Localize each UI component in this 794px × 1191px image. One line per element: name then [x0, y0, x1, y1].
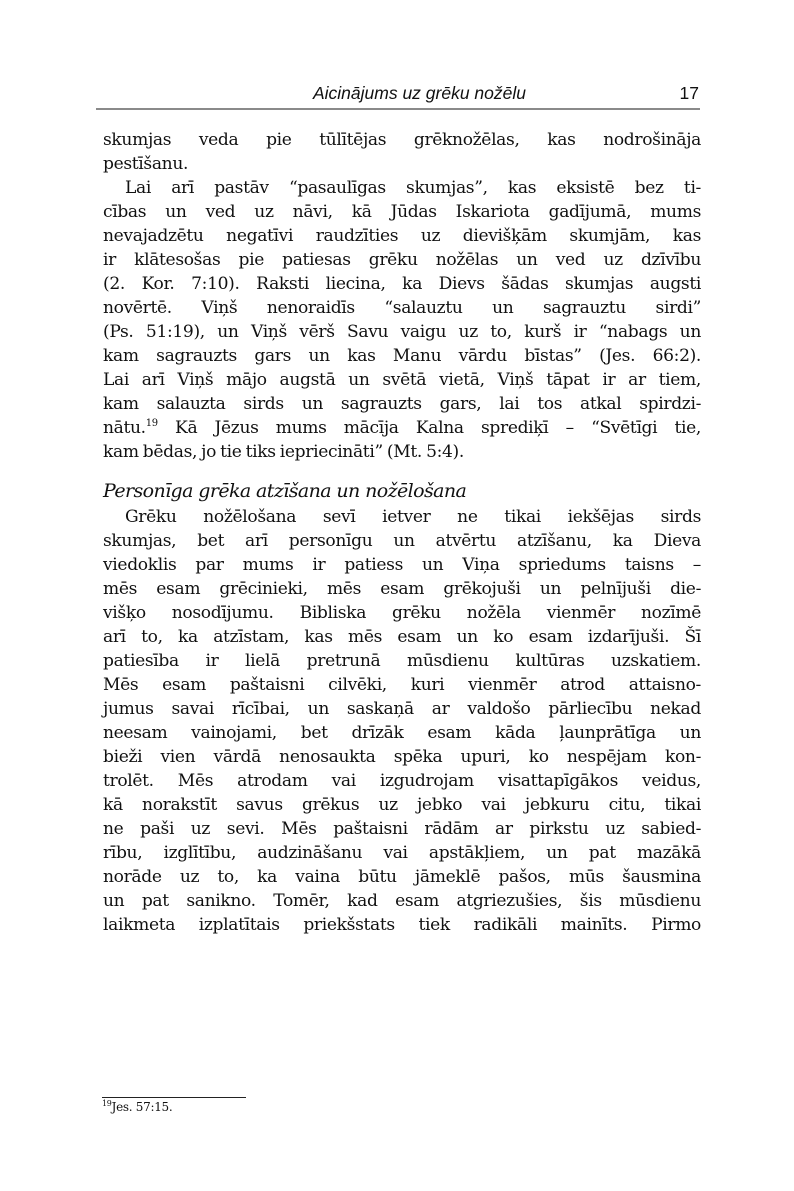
text-line: kam salauzta sirds un sagrauzts gars, lai tos atkal spirdzi-: [103, 394, 701, 414]
page-header: [96, 82, 700, 110]
text-line: jumus savai rīcībai, un saskaņā ar valdošo pārliecību nekad: [103, 699, 701, 719]
text-line: neesam vainojami, bet drīzāk esam kāda ļaunprātīga un: [103, 723, 701, 743]
text-line: kam bēdas, jo tie tiks iepriecināti” (Mt. 5:4).: [103, 442, 464, 462]
text-line: trolēt. Mēs atrodam vai izgudrojam visattapīgākos veidus,: [103, 771, 701, 791]
text-line: novērtē. Viņš nenoraidīs “salauztu un sagrauztu sirdi”: [103, 298, 701, 318]
text-line: Mēs esam paštaisni cilvēki, kuri vienmēr atrod attaisno-: [103, 675, 701, 695]
text-line: arī to, ka atzīstam, kas mēs esam un ko esam izdarījuši. Šī: [103, 627, 701, 647]
text-line: [103, 416, 701, 440]
text-line: norāde uz to, ka vaina būtu jāmeklē pašos, mūs šausmina: [103, 867, 701, 887]
text-line: rību, izglītību, audzināšanu vai apstākļiem, un pat mazākā: [103, 843, 701, 863]
text-line: laikmeta izplatītais priekšstats tiek radikāli mainīts. Pirmo: [103, 915, 701, 935]
footnote-reference[interactable]: 19: [145, 418, 158, 429]
text-line: višķo nosodījumu. Bibliska grēku nožēla vienmēr nozīmē: [103, 603, 701, 623]
text-line: Grēku nožēlošana sevī ietver ne tikai iekšējas sirds: [125, 507, 701, 527]
footnote-text: Jes. 57:15.: [111, 1100, 173, 1114]
text-line: viedoklis par mums ir patiess un Viņa spriedums taisns –: [103, 555, 701, 575]
text-line: skumjas veda pie tūlītējas grēknožēlas, kas nodrošināja: [103, 130, 701, 150]
text-line: Lai arī Viņš mājo augstā un svētā vietā, Viņš tāpat ir ar tiem,: [103, 370, 701, 390]
text-line: kam sagrauzts gars un kas Manu vārdu bīstas” (Jes. 66:2).: [103, 346, 701, 366]
text-line: (Ps. 51:19), un Viņš vērš Savu vaigu uz to, kurš ir “nabags un: [103, 322, 701, 342]
footnote-divider: [102, 1097, 246, 1098]
text-line: kā norakstīt savus grēkus uz jebko vai jebkuru citu, tikai: [103, 795, 701, 815]
paragraph: [103, 176, 701, 464]
footnote-number: 19: [102, 1099, 112, 1108]
text-line: nevajadzētu negatīvi raudzīties uz dievišķām skumjām, kas: [103, 226, 701, 246]
text-line: skumjas, bet arī personīgu un atvērtu atzīšanu, ka Dieva: [103, 531, 701, 551]
text-segment: Kā Jēzus mums mācīja Kalna sprediķī – “Svētīgi tie,: [157, 418, 701, 438]
section-heading: Personīga grēka atzīšana un nožēlošana: [103, 480, 467, 502]
text-line: cības un ved uz nāvi, kā Jūdas Iskariota gadījumā, mums: [103, 202, 701, 222]
text-line: patiesība ir lielā pretrunā mūsdienu kultūras uzskatiem.: [103, 651, 701, 671]
text-line: pestīšanu.: [103, 154, 189, 174]
text-line: ir klātesošas pie patiesas grēku nožēlas un ved uz dzīvību: [103, 250, 701, 270]
paragraph: [103, 128, 701, 176]
footnote: [102, 1100, 172, 1114]
page-number: 17: [679, 83, 699, 103]
body-text: [103, 128, 701, 937]
text-line: un pat sanikno. Tomēr, kad esam atgriezušies, šis mūsdienu: [103, 891, 701, 911]
text-line: Lai arī pastāv “pasaulīgas skumjas”, kas eksistē bez ti-: [125, 178, 701, 198]
text-segment: nātu.: [103, 418, 146, 438]
text-line: bieži vien vārdā nenosaukta spēka upuri, ko nespējam kon-: [103, 747, 701, 767]
text-line: ne paši uz sevi. Mēs paštaisni rādām ar pirkstu uz sabied-: [103, 819, 701, 839]
paragraph: [103, 505, 701, 937]
text-line: (2. Kor. 7:10). Raksti liecina, ka Dievs šādas skumjas augsti: [103, 274, 701, 294]
running-title: Aicinājums uz grēku nožēlu: [312, 83, 526, 103]
text-line: mēs esam grēcinieki, mēs esam grēkojuši un pelnījuši die-: [103, 579, 701, 599]
